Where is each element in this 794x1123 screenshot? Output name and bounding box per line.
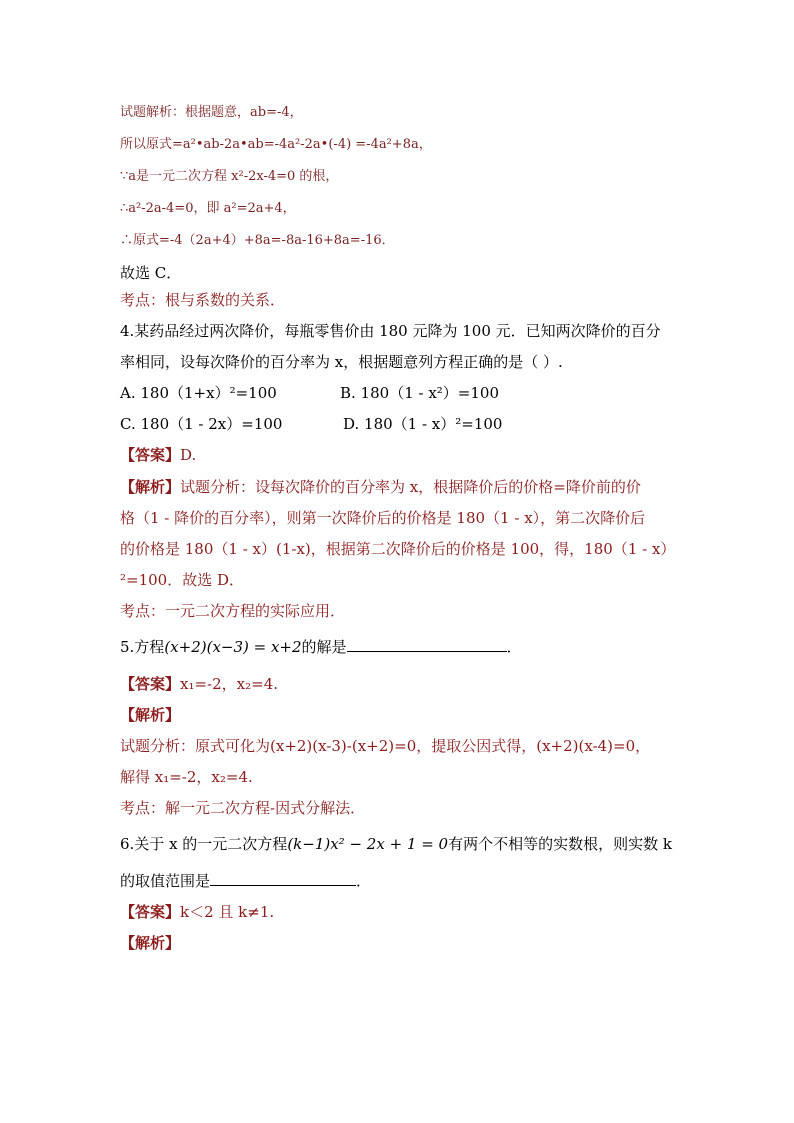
q4-analysis-line-2: 格（1 - 降价的百分率），则第一次降价后的价格是 180（1 - x），第二次降价后 bbox=[120, 509, 646, 527]
q6-stem2-end: ． bbox=[356, 872, 372, 890]
q4-analysis-line-3: 的价格是 180（1 - x）(1-x)，根据第二次降价后的价格是 100，得，180（1 - x） bbox=[120, 540, 676, 558]
q4-analysis-text-1: 试题分析：设每次降价的百分率为 x，根据降价后的价格=降价前的价 bbox=[180, 478, 641, 496]
q6-stem-line-1 bbox=[120, 834, 672, 854]
q5-kaodian: 考点：解一元二次方程-因式分解法． bbox=[120, 799, 366, 817]
answer-tag: 【答案】 bbox=[120, 675, 181, 693]
prev-analysis-line-1: 试题解析：根据题意，ab=-4， bbox=[120, 105, 303, 120]
q4-option-b: B. 180（1 - x²）=100 bbox=[340, 384, 500, 402]
q4-analysis-line-1 bbox=[120, 477, 641, 497]
q6-stem2-prefix: 的取值范围是 bbox=[120, 872, 211, 890]
q4-answer-row bbox=[120, 445, 196, 465]
answer-tag: 【答案】 bbox=[120, 446, 181, 464]
q4-analysis-line-4: ²=100．故选 D． bbox=[120, 571, 245, 589]
q4-kaodian: 考点：一元二次方程的实际应用． bbox=[120, 602, 346, 620]
q6-jiexi-tag: 【解析】 bbox=[120, 934, 181, 952]
q4-option-c: C. 180（1 - 2x）=100 bbox=[120, 415, 283, 433]
q5-answer-blank[interactable] bbox=[347, 637, 507, 652]
q6-answer-value: k＜2 且 k≠1. bbox=[180, 903, 275, 921]
q5-stem-prefix: 5.方程 bbox=[120, 638, 165, 656]
q4-stem-line-1: 4.某药品经过两次降价，每瓶零售价由 180 元降为 100 元．已知两次降价的百分 bbox=[120, 322, 661, 340]
answer-tag: 【答案】 bbox=[120, 903, 181, 921]
q5-jiexi-tag: 【解析】 bbox=[120, 706, 181, 724]
q5-equation: (x+2)(x−3) = x+2 bbox=[164, 638, 302, 656]
q4-option-a: A. 180（1+x）²=100 bbox=[120, 384, 277, 402]
q4-answer-value: D. bbox=[180, 446, 197, 464]
prev-analysis-line-3: ∵a是一元二次方程 x²-2x-4=0 的根， bbox=[120, 169, 339, 184]
prev-kaodian: 考点：根与系数的关系． bbox=[120, 291, 286, 309]
q5-answer-value: x₁=-2，x₂=4. bbox=[180, 675, 279, 693]
q6-equation: (k−1)x² − 2x + 1 = 0 bbox=[287, 835, 449, 853]
q5-stem-suffix: 的解是 bbox=[301, 638, 347, 656]
prev-choice-line: 故选 C． bbox=[120, 264, 182, 282]
jiexi-tag: 【解析】 bbox=[120, 478, 181, 496]
q6-stem-line-2 bbox=[120, 871, 371, 891]
q5-answer-row bbox=[120, 674, 278, 694]
q6-answer-row bbox=[120, 902, 274, 922]
prev-analysis-line-5: ∴原式=-4（2a+4）+8a=-8a-16+8a=-16． bbox=[120, 233, 395, 248]
q5-analysis-line-2: 解得 x₁=-2，x₂=4. bbox=[120, 768, 253, 786]
q6-stem-prefix: 6.关于 x 的一元二次方程 bbox=[120, 835, 288, 853]
q4-stem-line-2: 率相同，设每次降价的百分率为 x，根据题意列方程正确的是（ ）. bbox=[120, 353, 563, 371]
prev-analysis-line-4: ∴a²-2a-4=0，即 a²=2a+4， bbox=[120, 201, 296, 216]
q5-stem-end: ． bbox=[506, 638, 522, 656]
q5-stem bbox=[120, 637, 522, 657]
prev-analysis-line-2: 所以原式=a²•ab-2a•ab=-4a²-2a•(-4) =-4a²+8a， bbox=[120, 137, 432, 152]
q5-analysis-line-1: 试题分析：原式可化为(x+2)(x-3)-(x+2)=0，提取公因式得，(x+2)(x-4)=0， bbox=[120, 737, 651, 755]
q6-answer-blank[interactable] bbox=[210, 871, 356, 886]
q6-stem-suffix: 有两个不相等的实数根，则实数 k bbox=[448, 835, 672, 853]
q4-option-d: D. 180（1 - x）²=100 bbox=[343, 415, 503, 433]
